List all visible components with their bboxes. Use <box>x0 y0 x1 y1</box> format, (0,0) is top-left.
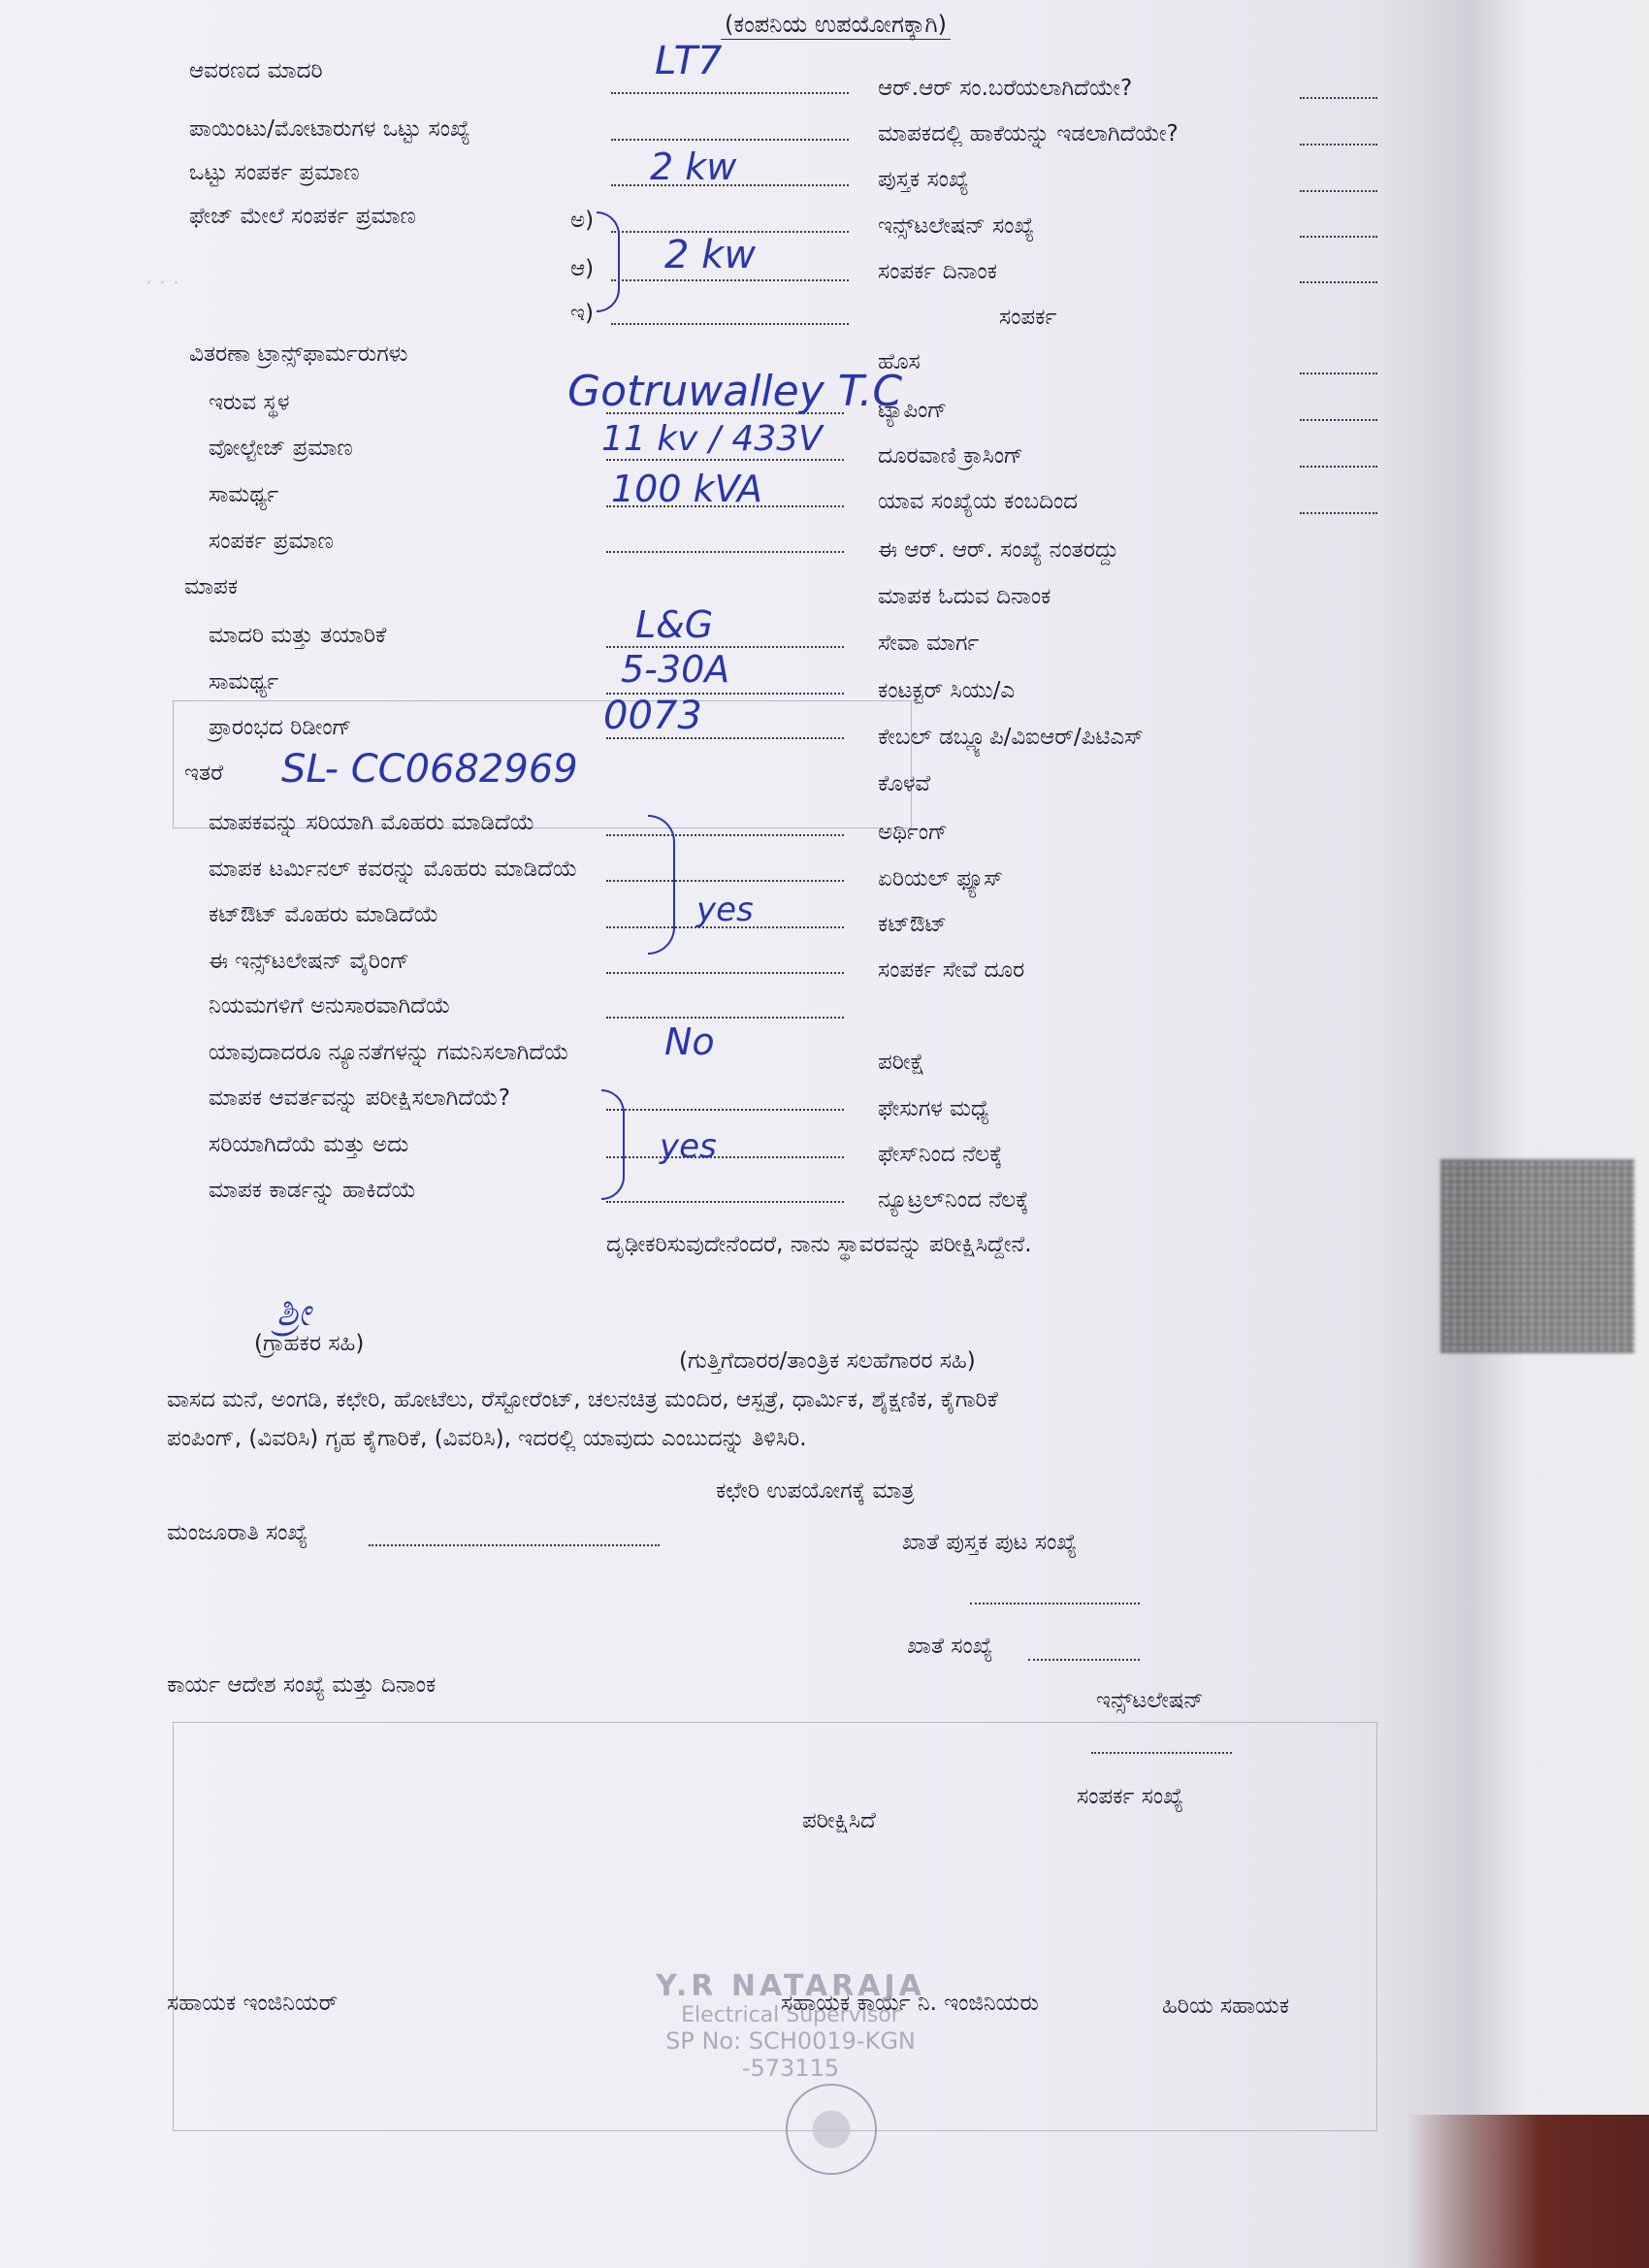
field-as-per-rules: ನಿಯಮಗಳಿಗೆ ಅನುಸಾರವಾಗಿದೆಯೆ <box>209 993 451 1019</box>
field-new: ಹೊಸ <box>878 349 921 374</box>
hw-meter-capacity: 5-30A <box>621 648 730 691</box>
field-phase-earth: ಫೇಸ್‌ನಿಂದ ನೆಲಕ್ಕೆ <box>878 1142 1003 1167</box>
hw-brace-card <box>601 1089 625 1200</box>
field-meter-sealed: ಮಾಪಕವನ್ನು ಸರಿಯಾಗಿ ಮೊಹರು ಮಾಡಿದೆಯೆ <box>209 810 535 835</box>
field-terminal-sealed: ಮಾಪಕ ಟರ್ಮಿನಲ್ ಕವರನ್ನು ಮೊಹರು ಮಾಡಿದೆಯೆ <box>209 857 578 882</box>
form-heading: (ಕಂಪನಿಯ ಉಪಯೋಗಕ್ಕಾಗಿ) <box>721 10 951 40</box>
field-meter-capacity: ಸಾಮರ್ಥ್ಯ <box>209 669 279 695</box>
field-neutral-earth: ನ್ಯೂಟ್ರಲ್‌ನಿಂದ ನೆಲಕ್ಕೆ <box>878 1187 1029 1213</box>
field-meter-rotation: ಮಾಪಕ ಆವರ್ತವನ್ನು ಪರೀಕ್ಷಿಸಲಾಗಿದೆಯೆ? <box>209 1085 510 1111</box>
stamp-pin: -573115 <box>741 2055 840 2082</box>
hw-meter-make: L&G <box>635 603 714 646</box>
field-meter-card: ಮಾಪಕ ಕಾರ್ಡನ್ನು ಹಾಕಿದೆಯೆ <box>209 1178 417 1203</box>
field-cable: ಕೇಬಲ್ ಡಬ್ಲ್ಯೂಪಿ/ವಿಐಆರ್/ಪಿಟಿಎಸ್ <box>878 725 1144 750</box>
hw-consumer-signature: ಶ್ರೀ <box>276 1290 311 1335</box>
stamp-license: SP No: SCH0019-KGN <box>665 2027 916 2055</box>
hw-location: Gotruwalley T.C <box>567 367 903 416</box>
work-order-label: ಕಾರ್ಯ ಆದೇಶ ಸಂಖ್ಯೆ ಮತ್ತು ದಿನಾಂಕ <box>167 1672 436 1698</box>
usage-instructions-2: ಪಂಪಿಂಗ್, (ವಿವರಿಸಿ) ಗೃಹ ಕೈಗಾರಿಕೆ, (ವಿವರಿಸಿ), ಇದರಲ್ಲಿ ಯಾವುದು ಎಂಬುದನ್ನು ತಿಳಿಸಿರಿ. <box>167 1426 807 1451</box>
hw-brace-phase <box>597 211 620 312</box>
hw-defects: No <box>664 1021 715 1063</box>
senior-assistant-label: ಹಿರಿಯ ಸಹಾಯಕ <box>1162 1993 1290 2019</box>
sanction-number-label: ಮಂಜೂರಾತಿ ಸಂಖ್ಯೆ <box>167 1520 308 1545</box>
phase-a-label: ಅ) <box>570 208 595 233</box>
rubber-stamp <box>630 1969 951 2082</box>
field-meter-seal-placed: ಮಾಪಕದಲ್ಲಿ ಹಾಕೆಯನ್ನು ಇಡಲಾಗಿದೆಯೇ? <box>878 121 1179 146</box>
field-meter-make: ಮಾದರಿ ಮತ್ತು ತಯಾರಿಕೆ <box>209 623 387 648</box>
hw-phase-load: 2 kw <box>664 233 757 277</box>
installation-label: ಇನ್ಸ್‌ಟಲೇಷನ್ <box>1096 1688 1204 1713</box>
contractor-signature-label: (ಗುತ್ತಿಗೆದಾರರ/ತಾಂತ್ರಿಕ ಸಲಹೆಗಾರರ ಸಹಿ) <box>679 1348 976 1374</box>
field-rr-number-written: ಆರ್.ಆರ್ ಸಂ.ಬರೆಯಲಾಗಿದೆಯೇ? <box>878 76 1133 101</box>
field-dist-transformer: ವಿತರಣಾ ಟ್ರಾನ್ಸ್‌ಫಾರ್ಮರುಗಳು <box>189 341 408 367</box>
account-number-label: ಖಾತೆ ಸಂಖ್ಯೆ <box>907 1634 993 1659</box>
binding-spine <box>1377 0 1649 2268</box>
stamp-title: Electrical Supervisor <box>681 2003 900 2027</box>
field-test: ಪರೀಕ್ಷೆ <box>878 1050 925 1075</box>
field-cutout-sealed: ಕಟ್‌ಔಟ್ ಮೊಹರು ಮಾಡಿದೆಯೆ <box>209 902 439 927</box>
field-phase-load: ಫೇಜ್ ಮೇಲೆ ಸಂಪರ್ಕ ಪ್ರಮಾಣ <box>189 204 416 229</box>
field-cutout: ಕಟ್‌ಔಟ್ <box>878 912 948 937</box>
field-premise-type: ಆವರಣದ ಮಾದರಿ <box>189 58 323 83</box>
field-service-distance: ಸಂಪರ್ಕ ಸೇವೆ ದೂರ <box>878 957 1025 983</box>
assistant-engineer-label: ಸಹಾಯಕ ಇಂಜಿನಿಯರ್ <box>167 1991 339 2016</box>
field-conduit: ಕೊಳವೆ <box>878 771 931 796</box>
assistant-exec-engineer-label: ಸಹಾಯಕ ಕಾರ್ಯ ನಿ. ಇಂಜಿನಿಯರು <box>781 1991 1039 2016</box>
hw-initial-reading: 0073 <box>603 694 702 738</box>
hw-total-load: 2 kw <box>650 146 737 188</box>
field-connection: ಸಂಪರ್ಕ <box>999 305 1057 330</box>
field-book-number: ಪುಸ್ತಕ ಸಂಖ್ಯೆ <box>878 167 969 192</box>
field-initial-reading: ಪ್ರಾರಂಭದ ರಿಡೀಂಗ್ <box>209 715 352 740</box>
field-correct: ಸರಿಯಾಗಿದೆಯೆ ಮತ್ತು ಅದು <box>209 1132 409 1157</box>
field-voltage: ವೋಲ್ಟೇಜ್ ಪ್ರಮಾಣ <box>209 436 353 461</box>
bleed-through-text: · · · <box>146 272 179 296</box>
hw-capacity: 100 kVA <box>611 468 763 510</box>
connection-number-label: ಸಂಪರ್ಕ ಸಂಖ್ಯೆ <box>1077 1784 1183 1809</box>
hw-voltage: 11 kv / 433V <box>601 419 823 459</box>
consumer-signature-label: (ಗ್ರಾಹಕರ ಸಹಿ) <box>254 1331 365 1356</box>
hw-seal-yes: yes <box>696 891 754 929</box>
field-tapping: ಟ್ಯಾಪಿಂಗ್ <box>878 398 948 423</box>
qr-code-bleed <box>1440 1159 1634 1353</box>
field-other: ಇತರೆ <box>184 761 224 786</box>
hw-card-yes: yes <box>660 1127 717 1166</box>
field-installation-no: ಇನ್ಸ್‌ಟಲೇಷನ್ ಸಂಖ್ಯೆ <box>878 213 1035 239</box>
hw-premise-type: LT7 <box>655 39 723 83</box>
field-conductor: ಕಂಟಕ್ಟರ್ ಸಿಯು/ಎ <box>878 678 1016 703</box>
certify-statement: ದೃಢೀಕರಿಸುವುದೇನೆಂದರೆ, ನಾನು ಸ್ಥಾವರವನ್ನು ಪರೀಕ್ಷಿಸಿದ್ದೇನೆ. <box>606 1232 1032 1257</box>
field-earthing: ಅರ್ಥಿಂಗ್ <box>878 820 949 845</box>
field-capacity: ಸಾಮರ್ಥ್ಯ <box>209 482 279 507</box>
field-service-line: ಸೇವಾ ಮಾರ್ಗ <box>878 631 980 656</box>
verified-label: ಪರೀಕ್ಷಿಸಿದೆ <box>802 1808 876 1833</box>
field-wiring: ಈ ಇನ್ಸ್‌ಟಲೇಷನ್ ವೈರಿಂಗ್ <box>209 949 410 974</box>
office-use-heading: ಕಛೇರಿ ಉಪಯೋಗಕ್ಕೆ ಮಾತ್ರ <box>716 1478 915 1504</box>
field-between-phases: ಫೇಸುಗಳ ಮಧ್ಯೆ <box>878 1096 989 1121</box>
cover-edge <box>1406 2115 1649 2268</box>
field-meter: ಮಾಪಕ <box>184 574 239 599</box>
stamp-name: Y.R NATARAJA <box>656 1969 925 2003</box>
field-pole-number: ಯಾವ ಸಂಖ್ಯೆಯ ಕಂಬದಿಂದ <box>878 489 1079 514</box>
hw-brace-seals <box>648 815 675 955</box>
hw-other: SL- CC0682969 <box>281 747 578 792</box>
field-defects: ಯಾವುದಾದರೂ ನ್ಯೂನತೆಗಳನ್ನು ಗಮನಿಸಲಾಗಿದೆಯೆ <box>209 1040 569 1065</box>
field-phone-crossing: ದೂರವಾಣಿ ಕ್ರಾಸಿಂಗ್ <box>878 443 1023 469</box>
account-book-page-label: ಖಾತೆ ಪುಸ್ತಕ ಪುಟ ಸಂಖ್ಯೆ <box>902 1530 1078 1555</box>
phase-b-label: ಆ) <box>570 256 595 281</box>
round-seal <box>786 2084 877 2175</box>
field-total-points: ಪಾಯಿಂಟು/ಮೋಟಾರುಗಳ ಒಟ್ಟು ಸಂಖ್ಯೆ <box>189 116 470 142</box>
phase-c-label: ಇ) <box>570 301 594 326</box>
field-rr-next: ಈ ಆರ್. ಆರ್. ಸಂಖ್ಯೆ ನಂತರದ್ದು <box>878 537 1119 563</box>
field-aerial-fuse: ಏರಿಯಲ್ ಫ್ಯೂಸ್ <box>878 866 1003 891</box>
field-location: ಇರುವ ಸ್ಥಳ <box>209 390 290 415</box>
usage-instructions-1: ವಾಸದ ಮನೆ, ಅಂಗಡಿ, ಕಛೇರಿ, ಹೋಟೆಲು, ರೆಸ್ಟೋರೆಂಟ್, ಚಲನಚಿತ್ರ ಮಂದಿರ, ಆಸ್ಪತ್ರೆ, ಧಾರ್ಮಿಕ, ಶೈಕ್ಷಣಿಕ, ಕೈಗಾರಿಕೆ <box>167 1387 998 1412</box>
field-connected-load: ಸಂಪರ್ಕ ಪ್ರಮಾಣ <box>209 529 334 554</box>
field-reading-date: ಮಾಪಕ ಓದುವ ದಿನಾಂಕ <box>878 584 1051 609</box>
field-total-load: ಒಟ್ಟು ಸಂಪರ್ಕ ಪ್ರಮಾಣ <box>189 160 360 185</box>
field-connection-date: ಸಂಪರ್ಕ ದಿನಾಂಕ <box>878 259 998 284</box>
